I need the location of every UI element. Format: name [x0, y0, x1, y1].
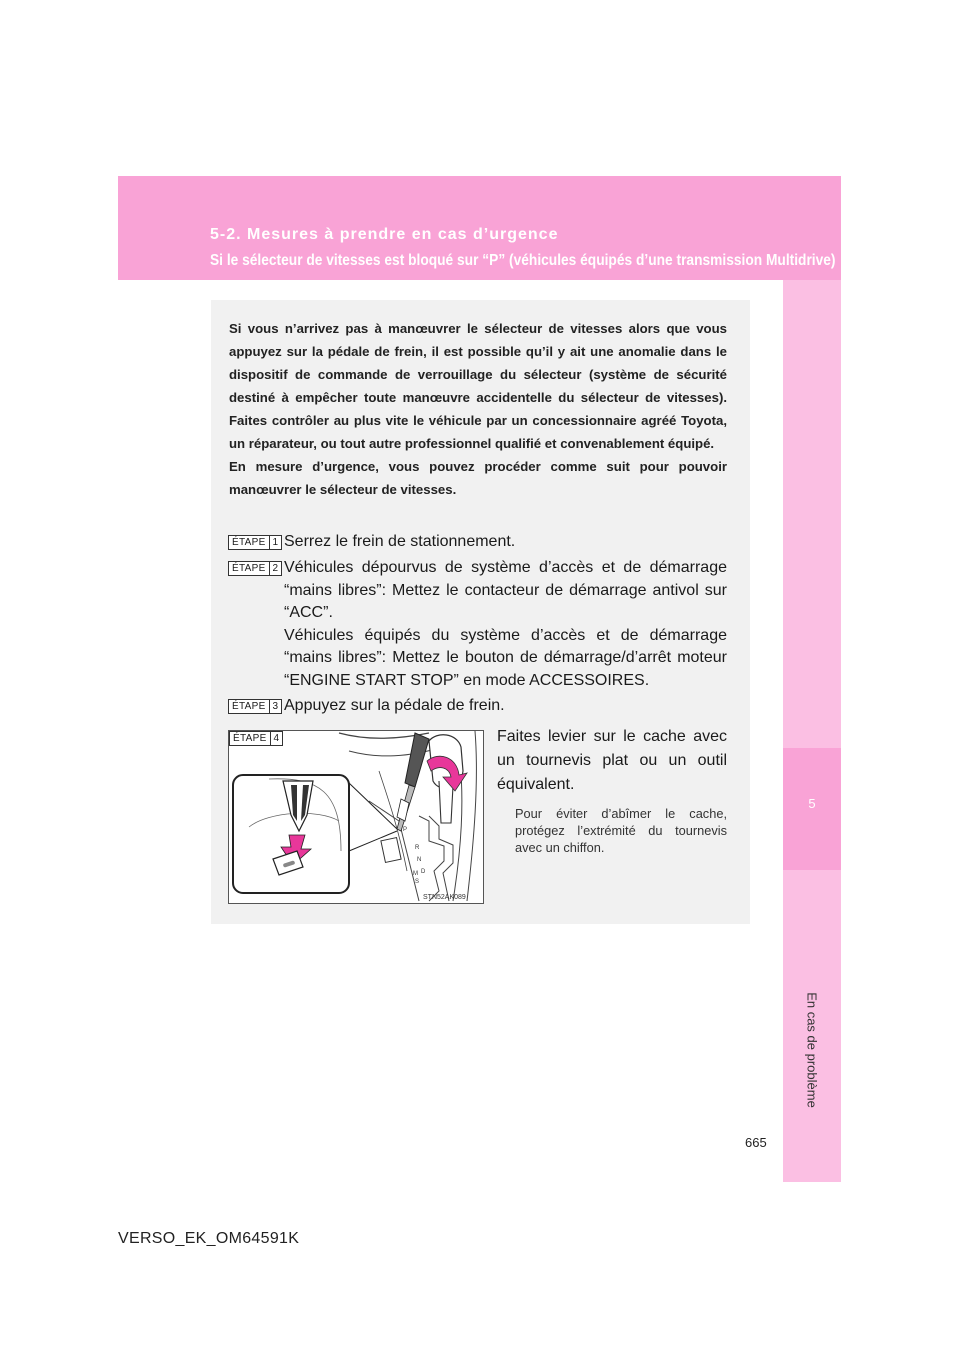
step-label: ÉTAPE: [229, 562, 270, 575]
step-1-text: [284, 531, 727, 554]
gear-letter-d: D: [421, 869, 426, 875]
step-4-note: Pour éviter d’abîmer le cache, protégez l’extrémité du tournevis avec un chiffon.: [515, 806, 727, 855]
gear-letter-n: N: [417, 857, 422, 863]
screwdriver-diagram: [229, 731, 483, 903]
section-title: Si le sélecteur de vitesses est bloqué sur “P” (véhicules équipés d’une transmission Multidrive): [210, 252, 836, 269]
procedure-box: [211, 300, 750, 924]
step-number: 4: [273, 733, 280, 744]
step-label: ÉTAPE: [229, 536, 270, 549]
step-label: ÉTAPE: [230, 732, 271, 745]
page-number: 665: [745, 1135, 767, 1150]
intro-paragraph-1: Si vous n’arrivez pas à manœuvrer le sélecteur de vitesses alors que vous appuyez sur la pédale de frein, il est possible qu’il y ait une anomalie dans le dispositif de commande de verrouillage du sélecteur (système de sécurité destiné à empêcher toute manœuvre accidentelle du sélecteur de vitesses). Faites contrôler au plus vite le véhicule par un concessionnaire agréé Toyota, un réparateur, ou tout autre professionnel qualifié et convenablement équipé.: [229, 321, 727, 451]
gear-letter-r: R: [415, 845, 420, 851]
chapter-side-tab: [783, 280, 841, 1182]
document-code: VERSO_EK_OM64591K: [118, 1230, 300, 1247]
chapter-number: 5: [783, 748, 841, 870]
illustration-code: STN52AK089: [423, 894, 466, 901]
step-2-text: [284, 557, 727, 692]
step-2-instruction: Véhicules dépourvus de système d’accès et de démarrage “mains libres”: Mettez le contacteur de démarrage antivol sur “ACC”.: [284, 559, 727, 621]
shift-lever-illustration: [228, 730, 484, 904]
step-number: 2: [272, 563, 279, 574]
intro-paragraph-2: En mesure d’urgence, vous pouvez procéder comme suit pour pouvoir manœuvrer le sélecteur de vitesses.: [229, 459, 727, 497]
step-badge-1: [228, 535, 282, 550]
step-1-instruction: Serrez le frein de stationnement.: [284, 533, 516, 550]
gear-letter-s: S: [415, 879, 420, 885]
step-3-instruction: Appuyez sur la pédale de frein.: [284, 697, 505, 714]
step-4-instruction: Faites levier sur le cache avec un tournevis plat ou un outil équivalent.: [497, 728, 727, 793]
chapter-title: En cas de problème: [804, 992, 820, 1108]
step-3-text: [284, 695, 727, 718]
step-number: 1: [272, 537, 279, 548]
step-badge-2: [228, 561, 282, 576]
section-header: [118, 176, 841, 280]
gear-letter-m: M: [413, 871, 418, 877]
intro-text: [229, 317, 727, 501]
step-badge-3: [228, 699, 282, 714]
section-label: 5-2. Mesures à prendre en cas d’urgence: [210, 226, 559, 243]
step-number: 3: [272, 701, 279, 712]
step-2-instruction-alt: Véhicules équipés du système d’accès et de démarrage “mains libres”: Mettez le bouton de démarrage/d’arrêt moteur “ENGINE START STOP” en mode ACCESSOIRES.: [284, 626, 727, 689]
step-label: ÉTAPE: [229, 700, 270, 713]
step-badge-4: [229, 731, 283, 746]
gear-letter-p: P: [403, 827, 408, 833]
